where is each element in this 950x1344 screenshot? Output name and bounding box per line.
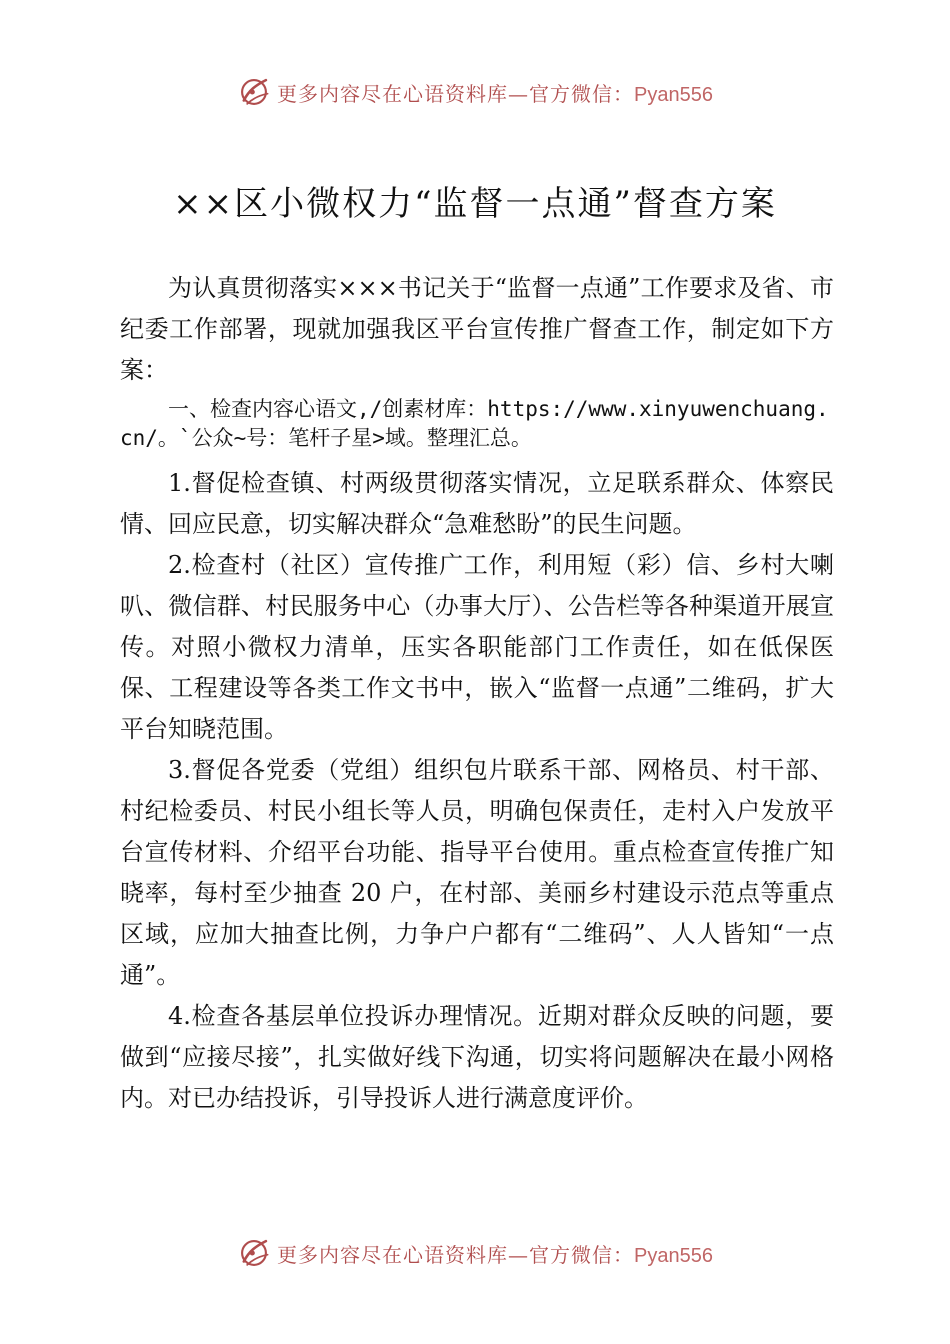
watermark-separator: — xyxy=(508,81,530,106)
paragraph-item-1: 1.督促检查镇、村两级贯彻落实情况，立足联系群众、体察民情、回应民意，切实解决群众“急难愁盼”的民生问题。 xyxy=(120,469,834,538)
watermark-text xyxy=(277,1239,713,1268)
footer-watermark xyxy=(0,1233,950,1273)
paragraph-item-4: 4.检查各基层单位投诉办理情况。近期对群众反映的问题，要做到“应接尽接”，扎实做好线下沟通，切实将问题解决在最小网格内。对已办结投诉，引导投诉人进行满意度评价。 xyxy=(120,1002,834,1112)
watermark-wechat-id: Pyan556 xyxy=(634,83,713,106)
watermark-separator: — xyxy=(508,1242,530,1267)
paragraph-item-3: 3.督促各党委（党组）组织包片联系干部、网格员、村干部、村纪检委员、村民小组长等人员，明确包保责任，走村入户发放平台宣传材料、介绍平台功能、指导平台使用。重点检查宣传推广知晓率，每村至少抽查 20 户，在村部、美丽乡村建设示范点等重点区域，应加大抽查比例，力争户户都有“二维码”、人人皆知“一点通”。 xyxy=(120,756,834,989)
watermark-wechat-label: 官方微信： xyxy=(529,1242,635,1267)
document-title: ××区小微权力“监督一点通”督查方案 xyxy=(173,184,777,224)
watermark-wechat-label: 官方微信： xyxy=(529,81,635,106)
watermark-site: 更多内容尽在心语资料库 xyxy=(277,81,509,106)
paragraph-intro: 为认真贯彻落实×××书记关于“监督一点通”工作要求及省、市纪委工作部署，现就加强我区平台宣传推广督查工作，制定如下方案： xyxy=(120,274,834,384)
watermark-text xyxy=(277,78,713,107)
document-body xyxy=(120,268,834,1119)
paragraph-section-heading: 一、检查内容心语文,/创素材库：https://www.xinyuwenchuang.cn/。`公众~号：笔杆子星>域。整理汇总。 xyxy=(120,397,829,450)
header-watermark xyxy=(0,72,950,112)
paragraph-item-2: 2.检查村（社区）宣传推广工作，利用短（彩）信、乡村大喇叭、微信群、村民服务中心（办事大厅）、公告栏等各种渠道开展宣传。对照小微权力清单，压实各职能部门工作责任，如在低保医保、工程建设等各类工作文书中，嵌入“监督一点通”二维码，扩大平台知晓范围。 xyxy=(120,551,834,743)
watermark-site: 更多内容尽在心语资料库 xyxy=(277,1242,509,1267)
seal-logo-icon xyxy=(237,75,271,109)
seal-logo-icon xyxy=(237,1236,271,1270)
watermark-wechat-id: Pyan556 xyxy=(634,1244,713,1267)
